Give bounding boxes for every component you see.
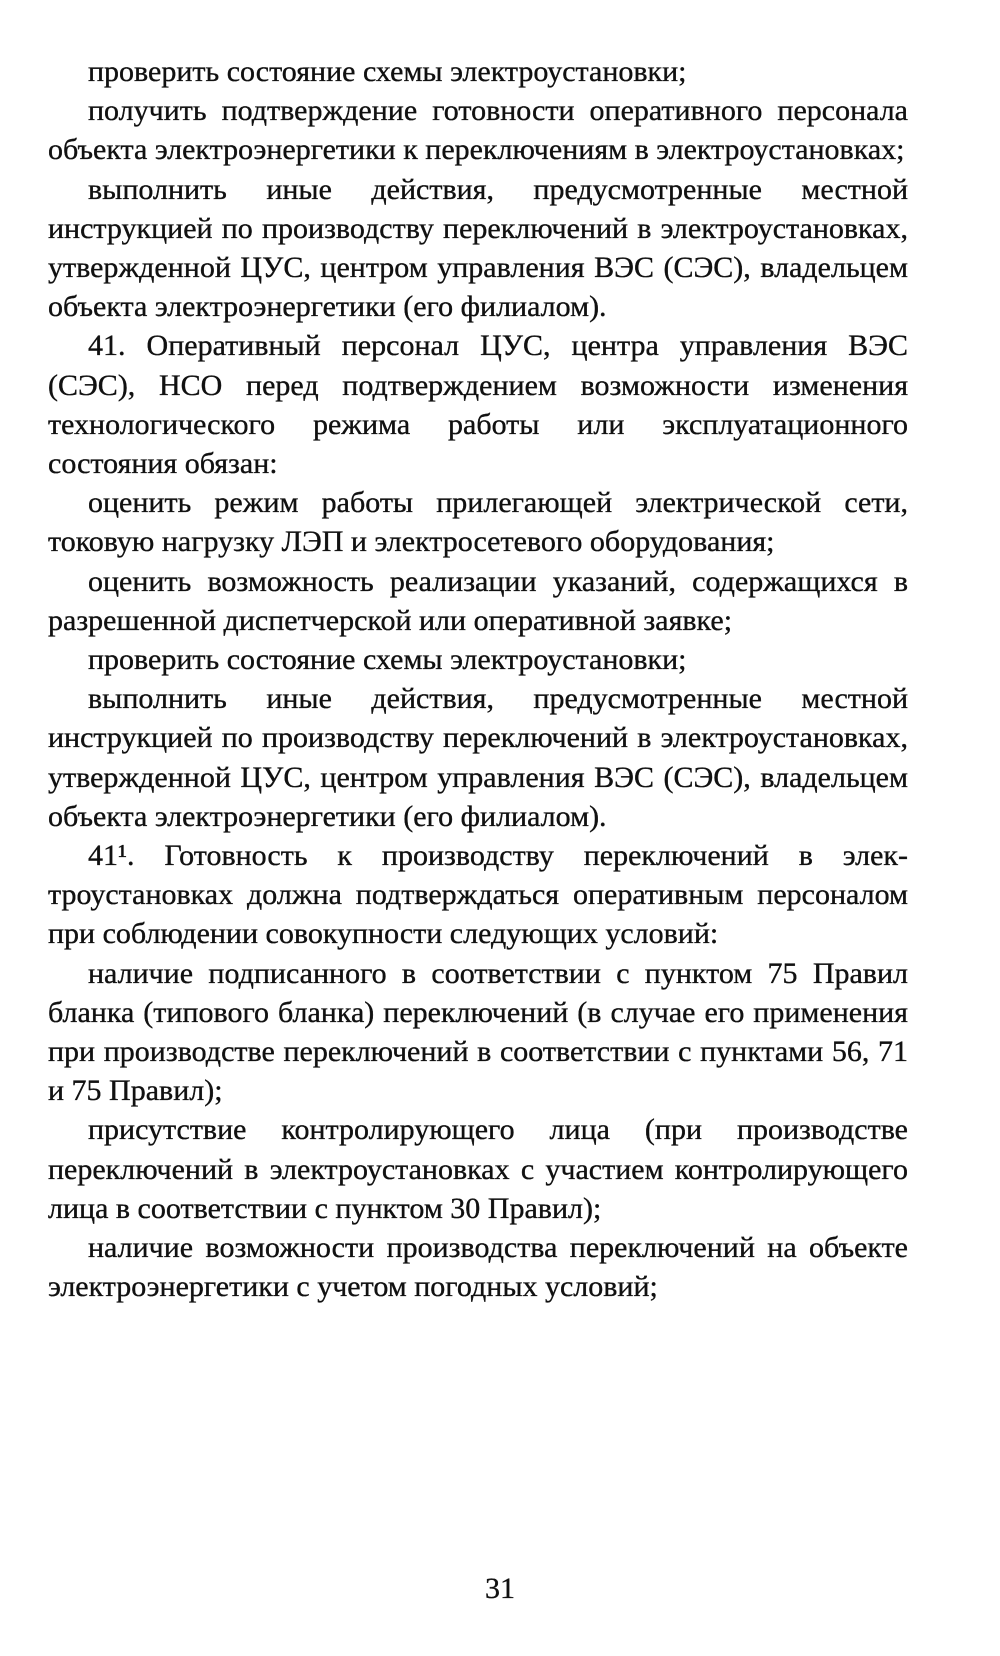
paragraph: 41. Оперативный персонал ЦУС, центра управления ВЭС (СЭС), НСО перед подтверждением возможности изменения технологического режима работы или эксплуатационного состояния обязан: <box>48 329 908 481</box>
paragraph: получить подтверждение готовности оперативного персонала объекта электроэнергетики к переключениям в электроустановках; <box>48 94 908 167</box>
paragraph: наличие возможности производства переключений на объекте электроэнергетики с учетом погодных условий; <box>48 1231 908 1304</box>
paragraph: наличие подписанного в соответствии с пунктом 75 Правил бланка (типового бланка) переключений (в случае его применения при производстве переключений в соответствии с пунктами 56, 71 и 75 Правил); <box>48 956 908 1108</box>
paragraph: проверить состояние схемы электроустановки; <box>88 643 687 677</box>
page-number: 31 <box>485 1572 515 1605</box>
paragraph: выполнить иные действия, предусмотренные местной инструкцией по производству переключений в электроустановках, утвержденной ЦУС, центром управления ВЭС (СЭС), владельцем объекта электроэнергетики (его филиалом). <box>48 172 908 324</box>
paragraph: выполнить иные действия, предусмотренные местной инструкцией по производству переключений в электроустановках, утвержденной ЦУС, центром управления ВЭС (СЭС), владельцем объекта электроэнергетики (его филиалом). <box>48 682 908 833</box>
paragraph: 41¹. Готовность к производству переключений в электроустановках должна подтверждаться оперативным персоналом при соблюдении совокупности следующих условий: <box>48 839 908 951</box>
paragraph: присутствие контролирующего лица (при производстве переключений в электроустановках с участием контролирующего лица в соответствии с пунктом 30 Правил); <box>48 1113 908 1225</box>
paragraph: оценить возможность реализации указаний, содержащихся в разрешенной диспетчерской или оперативной заявке; <box>48 564 908 637</box>
document-body <box>48 52 908 1307</box>
paragraph: проверить состояние схемы электроустановки; <box>88 55 687 88</box>
paragraph: оценить режим работы прилегающей электрической сети, токовую нагрузку ЛЭП и электросетевого оборудования; <box>48 486 908 559</box>
